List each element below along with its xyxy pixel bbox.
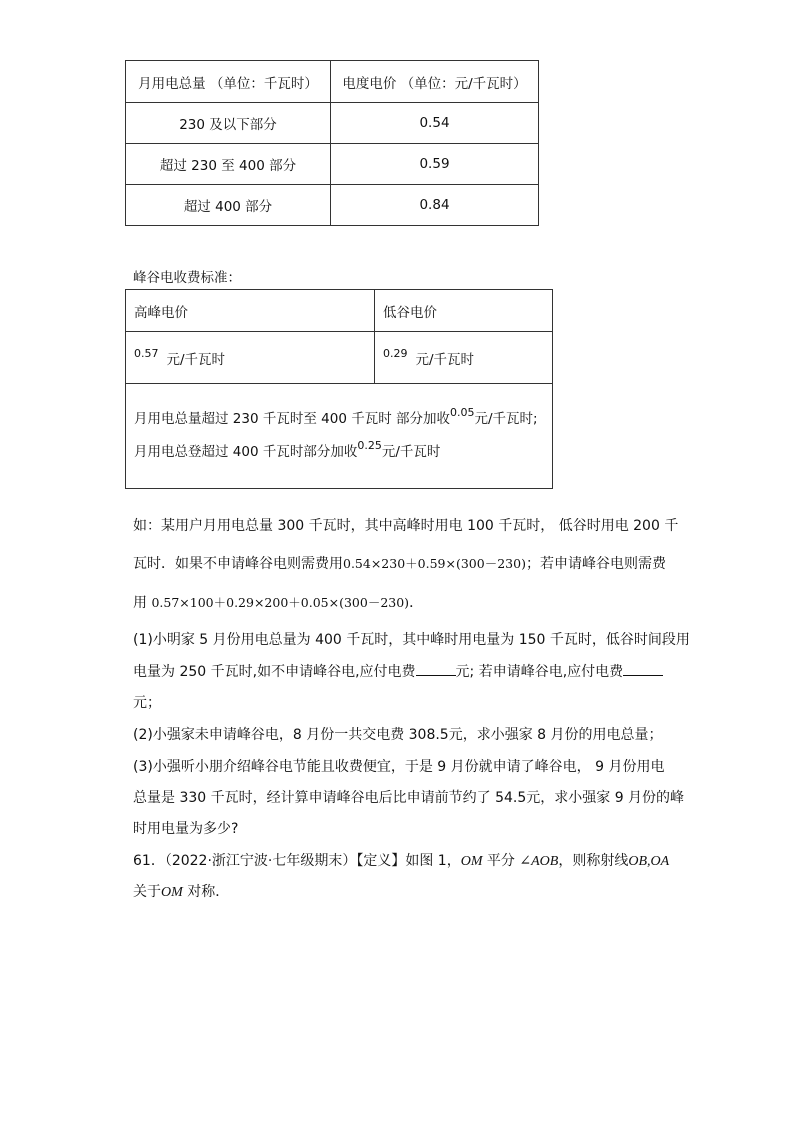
table-row	[126, 290, 553, 332]
table-cell: 超过 400 部分	[126, 185, 331, 226]
table-cell: 0.59	[331, 144, 539, 185]
example-formula: 0.57×100＋0.29×200＋0.05×(300－230)	[151, 595, 410, 610]
tier-price-table	[125, 60, 539, 226]
math-symbol: OM	[161, 885, 183, 900]
example-line	[133, 553, 666, 573]
table-header-cell: 月用电总量 （单位：千瓦时）	[126, 61, 331, 103]
note-value: 0.25	[357, 439, 382, 452]
table-row	[126, 144, 539, 185]
table-row	[126, 103, 539, 144]
note-text: 月用电总量超过 230 千瓦时至 400 千瓦时 部分加收	[134, 411, 450, 427]
surcharge-note-2	[134, 441, 552, 464]
note-value: 0.05	[450, 406, 475, 419]
surcharge-note-cell	[126, 384, 553, 489]
peak-price-value: 0.57	[134, 346, 159, 360]
math-symbol: ∠AOB	[519, 854, 559, 869]
question-2-line: (2)小强家未申请峰谷电，8 月份一共交电费 308.5元，求小强家 8 月份的用电总量；	[133, 727, 663, 743]
example-text: 瓦时．如果不申请峰谷电则需费用	[133, 556, 343, 572]
table-row	[126, 185, 539, 226]
table-header-cell: 高峰电价	[126, 290, 375, 332]
example-line	[133, 592, 423, 612]
math-symbol: OB,OA	[628, 854, 670, 869]
question-1-line: (1)小明家 5 月份用电总量为 400 千瓦时，其中峰时用电量为 150 千瓦时，低谷时间段用	[133, 632, 690, 648]
peak-valley-title: 峰谷电收费标准：	[133, 270, 241, 286]
peak-price-unit: 元/千瓦时	[166, 351, 226, 368]
question-text: 61．（2022·浙江宁波·七年级期末）【定义】如图 1，	[133, 853, 461, 869]
valley-price-unit: 元/千瓦时	[415, 351, 475, 368]
example-text: ；若申请峰谷电则需费	[525, 556, 666, 572]
peak-price-cell	[126, 332, 375, 384]
example-line: 如：某用户月用电总量 300 千瓦时，其中高峰时用电 100 千瓦时， 低谷时用电 200 千	[133, 518, 679, 534]
note-text: 月用电总登超过 400 千瓦时部分加收	[134, 444, 358, 460]
math-symbol: OM	[460, 854, 483, 869]
question-3-line: 时用电量为多少?	[133, 821, 239, 837]
question-3-line: 总量是 330 千瓦时，经计算申请峰谷电后比申请前节约了 54.5元，求小强家 9 月份的峰	[133, 790, 685, 806]
question-61-line	[133, 850, 669, 870]
question-3-line: (3)小强听小朋介绍峰谷电节能且收费便宜，于是 9 月份就申请了峰谷电， 9 月份用电	[133, 759, 665, 775]
question-text: 元; 若申请峰谷电,应付电费	[455, 664, 624, 680]
answer-blank[interactable]	[416, 661, 456, 676]
table-cell: 0.84	[331, 185, 539, 226]
note-text: 元/千瓦时	[381, 444, 441, 460]
question-1-line: 元；	[133, 695, 161, 711]
question-text: 电量为 250 千瓦时,如不申请峰谷电,应付电费	[133, 664, 416, 680]
example-text: ．	[409, 595, 424, 611]
table-header-cell: 低谷电价	[375, 290, 553, 332]
peak-valley-table	[125, 289, 553, 489]
table-cell: 0.54	[331, 103, 539, 144]
question-text: ，则称射线	[558, 853, 629, 869]
example-formula: 0.54×230＋0.59×(300－230)	[343, 556, 526, 571]
table-row	[126, 384, 553, 489]
question-1-line	[133, 661, 663, 681]
question-text: 对称．	[182, 884, 230, 900]
answer-blank[interactable]	[623, 661, 663, 676]
table-row	[126, 61, 539, 103]
valley-price-cell	[375, 332, 553, 384]
surcharge-note-1	[134, 408, 552, 431]
example-text: 用	[133, 595, 152, 611]
note-text: 元/千瓦时;	[474, 411, 538, 427]
table-cell: 230 及以下部分	[126, 103, 331, 144]
table-cell: 超过 230 至 400 部分	[126, 144, 331, 185]
question-61-line	[133, 881, 229, 901]
valley-price-value: 0.29	[383, 346, 408, 360]
question-text: 关于	[133, 884, 161, 900]
table-header-cell: 电度电价 （单位：元/千瓦时）	[331, 61, 539, 103]
table-row	[126, 332, 553, 384]
question-text: 平分	[482, 853, 520, 869]
